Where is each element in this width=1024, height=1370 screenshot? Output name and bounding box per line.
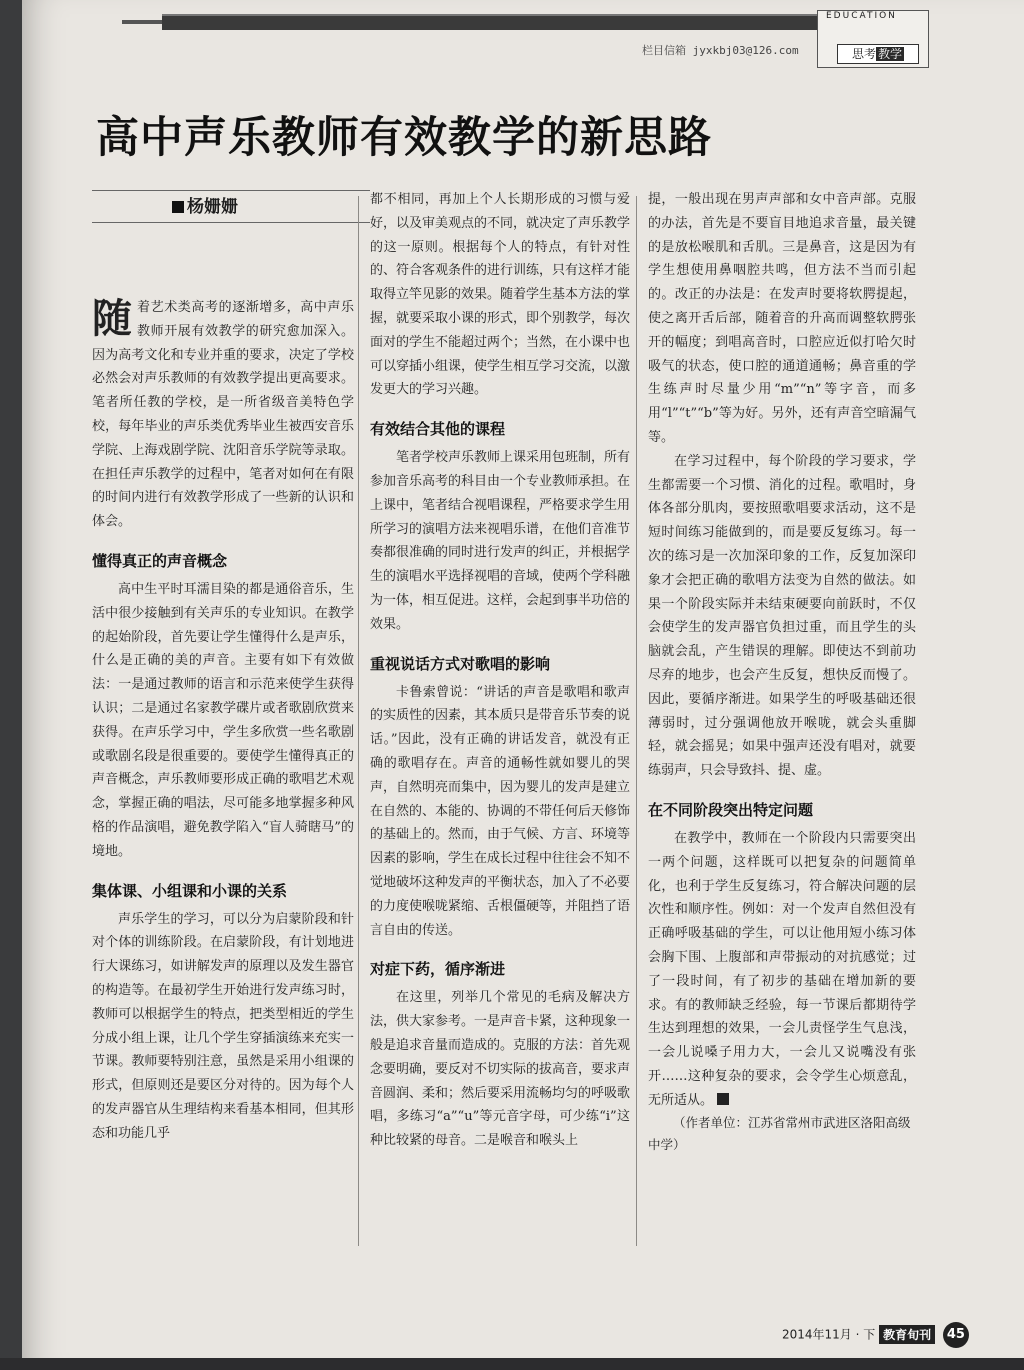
table-edge bbox=[0, 1358, 1024, 1370]
paragraph: 高中生平时耳濡目染的都是通俗音乐，生活中很少接触到有关声乐的专业知识。在教学的起始阶段，首先要让学生懂得什么是声乐，什么是正确的美的声音。主要有如下有效做法：一是通过教师的语言和示范来使学生获得认识；二是通过名家教学碟片或者歌剧欣赏来获得。在声乐学习中，学生多欣赏一些名歌剧或歌剧名段是很重要的。要使学生懂得真正的声音概念，声乐教师要形成正确的歌唱艺术观念，掌握正确的唱法，尽可能多地掌握多种风格的作品演唱，避免教学陷入“盲人骑瞎马”的境地。 bbox=[92, 581, 354, 859]
column-name bbox=[837, 44, 919, 64]
magazine-page bbox=[22, 0, 1024, 1370]
section-heading: 集体课、小组课和小课的关系 bbox=[92, 881, 288, 900]
column-1 bbox=[92, 296, 354, 1146]
author-rule-bottom bbox=[92, 222, 370, 223]
edu-label: EDUCATION bbox=[826, 11, 897, 21]
section-heading: 重视说话方式对歌唱的影响 bbox=[370, 654, 551, 673]
author-line bbox=[172, 192, 238, 217]
author-name: 杨姗姗 bbox=[187, 197, 238, 217]
column-prefix: 思考 bbox=[851, 47, 876, 61]
page-footer bbox=[782, 1322, 969, 1348]
paragraph: 都不相同，再加上个人长期形成的习惯与爱好，以及审美观点的不同，就决定了声乐教学的这一原则。根据每个人的特点，有针对性的、符合客观条件的进行训练，只有这样才能取得立竿见影的效果。随着学生基本方法的掌握，就要采取小课的形式，即个别教学，每次面对的学生不能超过两个；当然，在小课中也可以穿插小组课，使学生相互学习交流，以激发更大的学习兴趣。 bbox=[370, 192, 631, 398]
intro-text: 着艺术类高考的逐渐增多，高中声乐教师开展有效教学的研究愈加深入。因为高考文化和专业并重的要求，决定了学校必然会对声乐教师的有效教学提出更高要求。笔者所任教的学校，是一所省级音美特色学校，每年毕业的声乐类优秀毕业生被西安音乐学院、上海戏剧学院、沈阳音乐学院等录取。在担任声乐教学的过程中，笔者对如何在有限的时间内进行有效教学形成了一些新的认识和体会。 bbox=[92, 300, 354, 530]
article-title: 高中声乐教师有效教学的新思路 bbox=[96, 113, 712, 163]
section-heading: 在不同阶段突出特定问题 bbox=[648, 800, 814, 819]
paragraph: 提，一般出现在男声声部和女中音声部。克服的办法，首先是不要盲目地追求音量，最关键的是放松喉肌和舌肌。三是鼻音，这是因为有学生想使用鼻咽腔共鸣，但方法不当而引起的。改正的办法是：在发声时要将软腭提起，使之离开舌后部，随着音的升高而调整软腭张开的幅度；到唱高音时，口腔应近似打哈欠时吸气的状态，使口腔的通道通畅；鼻音重的学生练声时尽量少用“m”“n”等字音，而多用“l”“t”“b”等为好。另外，还有声音空暗漏气等。 bbox=[648, 192, 916, 445]
section-heading: 对症下药，循序渐进 bbox=[370, 960, 506, 979]
magazine-name: 教育旬刊 bbox=[879, 1325, 935, 1344]
square-bullet-icon bbox=[172, 201, 184, 213]
paragraph: 笔者学校声乐教师上课采用包班制，所有参加音乐高考的科目由一个专业教师承担。在上课中，笔者结合视唱课程，严格要求学生用所学习的演唱方法来视唱乐谱，在他们音准节奏都很准确的同时进行发声的纠正，并根据学生的演唱水平选择视唱的音域，使两个学科融为一体，相互促进。这样，会起到事半功倍的效果。 bbox=[370, 450, 631, 632]
column-2 bbox=[370, 188, 630, 1153]
section-heading: 懂得真正的声音概念 bbox=[92, 551, 228, 570]
paragraph: 在学习过程中，每个阶段的学习要求，学生都需要一个习惯、消化的过程。歌唱时，身体各部分肌肉，要按照歌唱要求活动，这不是短时间练习能做到的，而是要反复练习。每一次的练习是一次加深印象的工作，反复加深印象才会把正确的歌唱方法变为自然的做法。如果一个阶段实际并未结束硬要向前跃时，不仅会使学生的发声器官负担过重，而且学生的头脑就会乱，产生错误的理解。即使达不到前功尽弃的地步，也会产生反复，想快反而慢了。因此，要循序渐进。如果学生的呼吸基础还很薄弱时，过分强调他放开喉咙，就会头重脚轻，就会摇晃；如果中强声还没有唱对，就要练弱声，只会导致抖、提、虚。 bbox=[648, 453, 916, 779]
issue-date: 2014年11月 · 下 bbox=[782, 1327, 876, 1342]
section-heading: 有效结合其他的课程 bbox=[370, 420, 506, 439]
author-rule-top bbox=[92, 190, 370, 191]
end-mark-icon bbox=[717, 1093, 729, 1105]
header-rule bbox=[162, 14, 824, 30]
paragraph: 在这里，列举几个常见的毛病及解决方法，供大家参考。一是声音卡紧，这种现象一般是追求音量而造成的。克服的方法：首先观念要明确，要反对不切实际的拔高音，要求声音圆润、柔和；然后要采用流畅均匀的呼吸歌唱，多练习“a”“u”等元音字母，可少练“i”这种比较紧的母音。二是喉音和喉头上 bbox=[370, 990, 631, 1149]
column-dark: 教学 bbox=[878, 47, 903, 61]
drop-cap: 随 bbox=[92, 295, 132, 342]
column-divider bbox=[636, 196, 637, 1246]
paragraph: 卡鲁索曾说：“讲话的声音是歌唱和歌声的实质性的因素，其本质只是带音乐节奏的说话。”因此，没有正确的讲话发音，就没有正确的歌唱存在。声音的通畅性就如婴儿的哭声，自然明亮而集中，因为婴儿的发声是建立在自然的、本能的、协调的不带任何后天修饰的基础上的。然而，由于气候、方言、环境等因素的影响，学生在成长过程中往往会不知不觉地破坏这种发声的平衡状态，加入了不必要的力度使喉咙紧缩、舌根僵硬等，并阻挡了语言自由的传送。 bbox=[370, 684, 631, 938]
page-number: 45 bbox=[943, 1322, 969, 1348]
intro-paragraph bbox=[92, 296, 354, 534]
column-divider bbox=[358, 196, 359, 1246]
paragraph-text: 在教学中，教师在一个阶段内只需要突出一两个问题，这样既可以把复杂的问题简单化，也利于学生反复练习，符合解决问题的层次性和顺序性。例如：对一个发声自然但没有正确呼吸基础的学生，可以让他用短小练习体会胸下围、上腹部和声带振动的对抗感觉；过了一段时间，有了初步的基础在增加新的要求。有的教师缺乏经验，每一节课后都期待学生达到理想的效果，一会儿责怪学生气息浅，一会儿说嗓子用力大，一会儿又说嘴没有张开……这种复杂的要求，会令学生心烦意乱，无所适从。 bbox=[648, 830, 916, 1108]
paragraph bbox=[648, 827, 916, 1113]
column-3 bbox=[648, 188, 916, 1156]
column-email: 栏目信箱 jyxkbj03@126.com bbox=[642, 44, 799, 57]
author-affiliation: （作者单位：江苏省常州市武进区洛阳高级中学） bbox=[648, 1115, 911, 1153]
paragraph: 声乐学生的学习，可以分为启蒙阶段和针对个体的训练阶段。在启蒙阶段，有计划地进行大课练习，如讲解发声的原理以及发生器官的构造等。在最初学生开始进行发声练习时，教师可以根据学生的特点，把类型相近的学生分成小组上课，让几个学生穿插演练来充实一节课。教师要特别注意，虽然是采用小组课的形式，但原则还是要区分对待的。因为每个人的发声器官从生理结构来看基本相同，但其形态和功能几乎 bbox=[92, 911, 354, 1141]
